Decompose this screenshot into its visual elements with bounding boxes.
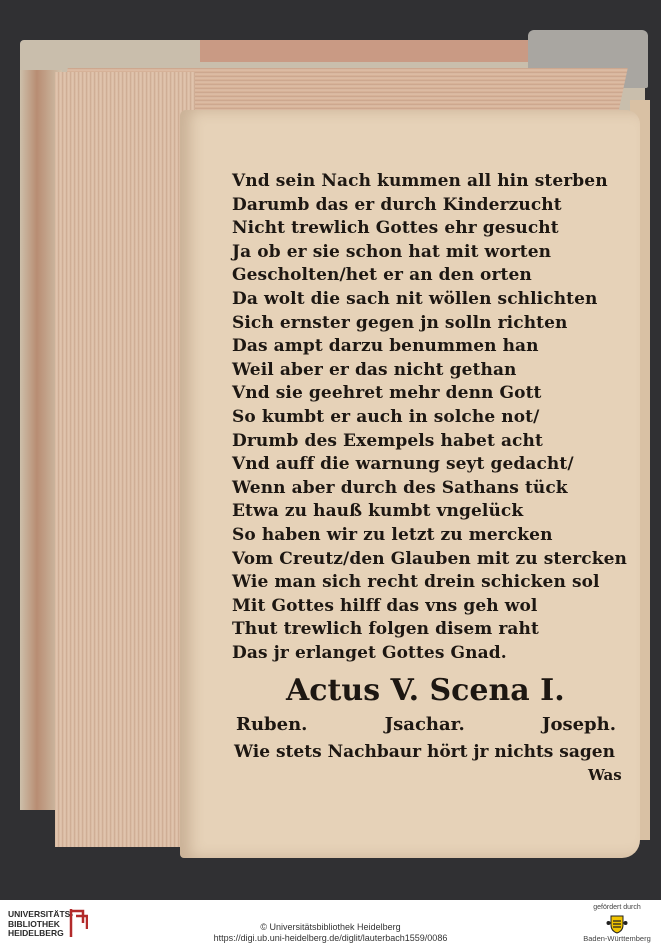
footer-center: [0, 918, 661, 944]
cast-name: Jsachar.: [384, 714, 465, 735]
verse-line: Sich ernster gegen jn solln richten: [232, 312, 568, 333]
verse-line: Gescholten/het er an den orten: [232, 265, 532, 286]
page-block-edge: [55, 72, 195, 847]
act-heading: Actus V. Scena I.: [286, 673, 565, 708]
catchword: Was: [588, 766, 622, 784]
verse-line: Mit Gottes hilff das vns geh wol: [232, 595, 538, 616]
copyright-text: © Universitätsbibliothek Heidelberg: [260, 922, 401, 932]
verse-line: Nicht trewlich Gottes ehr gesucht: [232, 218, 559, 239]
cover-top-edge: [200, 40, 530, 62]
permalink[interactable]: https://digi.ub.uni-heidelberg.de/diglit/lauterbach1559/0086: [213, 933, 448, 943]
institution-line: UNIVERSITÄTS-: [8, 909, 74, 919]
first-spoken-line: Wie stets Nachbaur hört jr nichts sagen: [234, 742, 615, 762]
verse-line: Weil aber er das nicht gethan: [232, 359, 517, 380]
verse-line: Da wolt die sach nit wöllen schlichten: [232, 288, 598, 309]
verse-line: Ja ob er sie schon hat mit worten: [232, 241, 552, 262]
footer-bar: [0, 900, 661, 948]
verse-line: Wenn aber durch des Sathans tück: [232, 477, 568, 498]
coat-of-arms-icon: [606, 914, 628, 934]
verse-text: [232, 170, 632, 665]
verse-line: Etwa zu hauß kumbt vngelück: [232, 501, 524, 522]
cast-name: Joseph.: [541, 714, 616, 735]
funder-block: [578, 903, 656, 943]
verse-line: Darumb das er durch Kinderzucht: [232, 194, 562, 215]
institution-line: BIBLIOTHEK: [8, 918, 60, 929]
cast-name: Ruben.: [236, 714, 308, 735]
verse-line: Thut trewlich folgen disem raht: [232, 619, 539, 640]
funder-label: gefördert durch: [593, 904, 641, 911]
verse-line: Das ampt darzu benummen han: [232, 336, 539, 357]
cast-list: [236, 714, 616, 735]
verse-line: Vnd sie geehret mehr denn Gott: [232, 383, 542, 404]
verse-line: Drumb des Exempels habet acht: [232, 430, 543, 451]
verse-line: So haben wir zu letzt zu mercken: [232, 524, 553, 545]
verse-line: Vnd sein Nach kummen all hin sterben: [232, 171, 608, 191]
funder-name: Baden-Württemberg: [583, 934, 651, 943]
verse-line: Vom Creutz/den Glauben mit zu stercken: [232, 548, 628, 569]
verse-line: Vnd auff die warnung seyt gedacht/: [232, 454, 574, 475]
verse-line: So kumbt er auch in solche not/: [232, 406, 540, 427]
verse-line: Wie man sich recht drein schicken sol: [232, 572, 600, 593]
verse-line: Das jr erlanget Gottes Gnad.: [232, 642, 507, 663]
institution-line: HEIDELBERG: [8, 928, 64, 938]
